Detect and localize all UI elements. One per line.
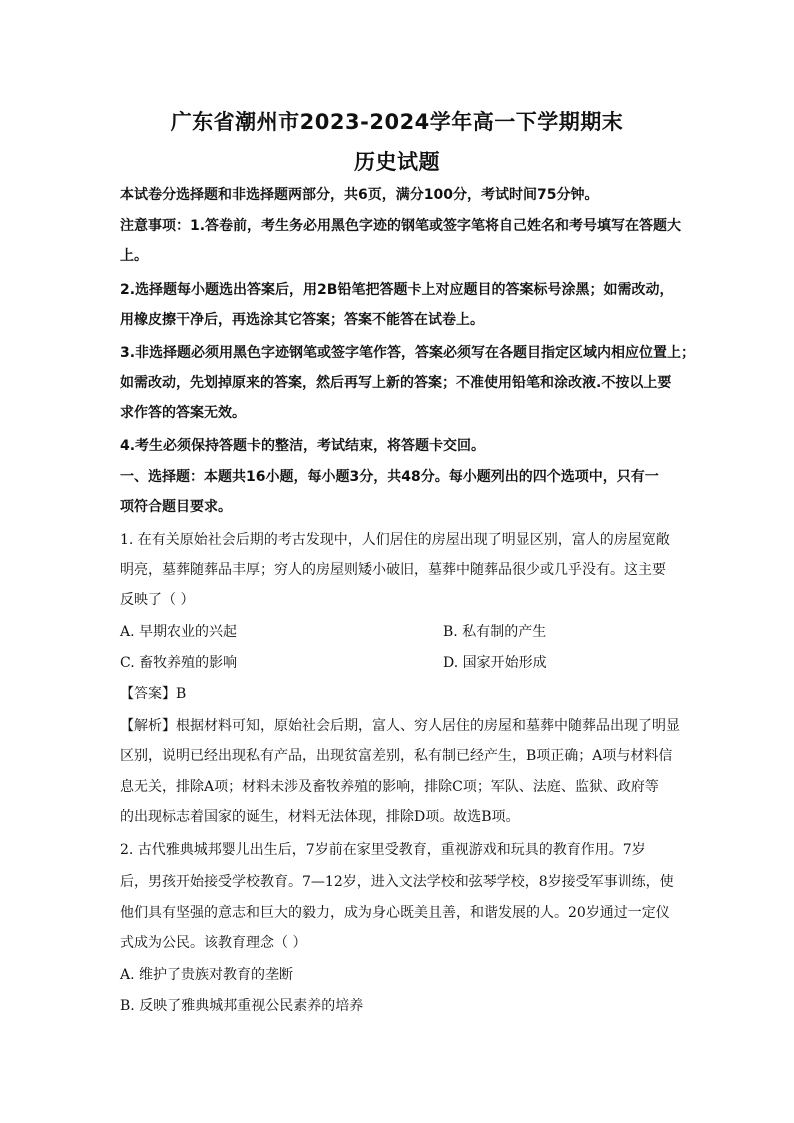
q1-analysis-line1: 【解析】根据材料可知，原始社会后期，富人、穷人居住的房屋和墓葬中随葬品出现了明显 [120, 718, 680, 734]
q2-stem-line1: 2. 古代雅典城邦婴儿出生后，7岁前在家里受教育，重视游戏和玩具的教育作用。7岁 [120, 842, 646, 858]
instructions-note2-line1: 2.选择题每小题选出答案后，用2B铅笔把答题卡上对应题目的答案标号涂黑；如需改动， [120, 282, 674, 298]
section-heading-line1: 一、选择题：本题共16小题，每小题3分，共48分。每小题列出的四个选项中，只有一 [120, 469, 659, 485]
q1-stem-line2: 明亮，墓葬随葬品丰厚；穷人的房屋则矮小破旧，墓葬中随葬品很少或几乎没有。这主要 [120, 562, 666, 578]
section-heading-line2: 项符合题目要求。 [120, 499, 232, 515]
q1-analysis-line4: 的出现标志着国家的诞生，材料无法体现，排除D项。故选B项。 [120, 809, 520, 825]
q1-analysis-line2: 区别，说明已经出现私有产品，出现贫富差别，私有制已经产生，B项正确；A项与材料信 [120, 748, 673, 764]
instructions-note4: 4.考生必须保持答题卡的整洁，考试结束，将答题卡交回。 [120, 438, 486, 454]
instructions-note3-line2: 如需改动，先划掉原来的答案，然后再写上新的答案；不准使用铅笔和涂改液.不按以上要 [120, 375, 672, 391]
instructions-note3-line3: 求作答的答案无效。 [120, 405, 246, 421]
q2-stem-line3: 他们具有坚强的意志和巨大的毅力，成为身心既美且善，和谐发展的人。20岁通过一定仪 [120, 905, 670, 921]
q2-stem-line4: 式成为公民。该教育理念（ ） [120, 935, 307, 951]
q1-answer: 【答案】B [120, 686, 187, 702]
q1-stem-line3: 反映了（ ） [120, 592, 195, 608]
instructions-note1-line2: 上。 [120, 248, 148, 264]
q2-option-a: A. 维护了贵族对教育的垄断 [120, 967, 294, 983]
exam-title: 广东省潮州市2023-2024学年高一下学期期末 [170, 110, 624, 134]
instructions-note1-line1: 注意事项：1.答卷前，考生务必用黑色字迹的钢笔或签字笔将自己姓名和考号填写在答题大 [120, 218, 682, 234]
q1-option-c: C. 畜牧养殖的影响 [120, 655, 238, 671]
q1-option-d: D. 国家开始形成 [443, 655, 547, 671]
instructions-note2-line2: 用橡皮擦干净后，再选涂其它答案；答案不能答在试卷上。 [120, 312, 484, 328]
q1-option-a: A. 早期农业的兴起 [120, 624, 238, 640]
q2-stem-line2: 后，男孩开始接受学校教育。7—12岁，进入文法学校和弦琴学校，8岁接受军事训练，使 [120, 874, 674, 890]
q1-option-b: B. 私有制的产生 [443, 624, 547, 640]
instructions-note3-line1: 3.非选择题必须用黑色字迹钢笔或签字笔作答，答案必须写在各题目指定区域内相应位置上； [120, 345, 696, 361]
q2-option-b: B. 反映了雅典城邦重视公民素养的培养 [120, 998, 364, 1014]
q1-stem-line1: 1. 在有关原始社会后期的考古发现中，人们居住的房屋出现了明显区别，富人的房屋宽敞 [120, 532, 670, 548]
exam-subtitle: 历史试题 [354, 150, 440, 174]
q1-analysis-line3: 息无关，排除A项；材料未涉及畜牧养殖的影响，排除C项；军队、法庭、监狱、政府等 [120, 779, 659, 795]
instructions-intro: 本试卷分选择题和非选择题两部分，共6页，满分100分，考试时间75分钟。 [120, 187, 599, 203]
